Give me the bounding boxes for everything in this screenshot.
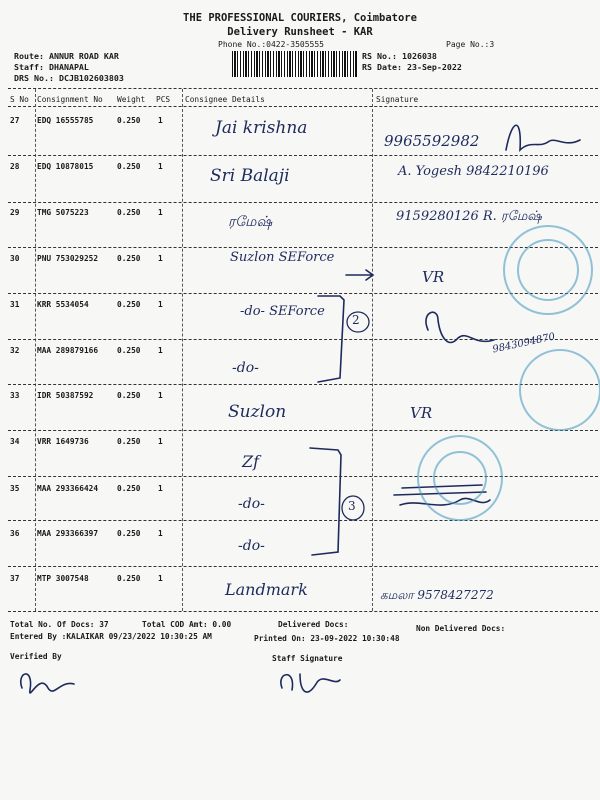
row-signature: VR bbox=[410, 404, 433, 422]
verified-by-label: Verified By bbox=[10, 652, 62, 661]
row-signature: 9965592982 bbox=[384, 132, 480, 150]
row-pcs: 1 bbox=[158, 574, 163, 583]
column-header-pcs: PCS bbox=[156, 95, 171, 104]
row-signature: கமலா 9578427272 bbox=[380, 588, 494, 602]
row-consignee: -do- bbox=[238, 496, 265, 512]
row-consignment: PNU 753029252 bbox=[37, 254, 99, 263]
row-pcs: 1 bbox=[158, 116, 163, 125]
row-pcs: 1 bbox=[158, 300, 163, 309]
row-pcs: 1 bbox=[158, 346, 163, 355]
runsheet-title: Delivery Runsheet - KAR bbox=[227, 26, 373, 38]
row-consignee: -do- bbox=[238, 538, 265, 554]
row-consignment: KRR 5534054 bbox=[37, 300, 89, 309]
row-weight: 0.250 bbox=[117, 116, 141, 125]
row-sno: 37 bbox=[10, 574, 20, 583]
row-weight: 0.250 bbox=[117, 529, 141, 538]
signature-scribble bbox=[426, 312, 494, 342]
row-signature: 9159280126 R. ரமேஷ் bbox=[396, 209, 542, 224]
row-weight: 0.250 bbox=[117, 574, 141, 583]
row-consignment: MAA 289879166 bbox=[37, 346, 99, 355]
row-consignee: Landmark bbox=[225, 580, 308, 599]
bracket-group1 bbox=[318, 296, 344, 382]
row-consignment: IDR 50387592 bbox=[37, 391, 94, 400]
company-stamp bbox=[518, 240, 578, 300]
column-header-weight: Weight bbox=[117, 95, 146, 104]
row-sno: 34 bbox=[10, 437, 20, 446]
row-consignment: MAA 293366397 bbox=[37, 529, 99, 538]
company-stamp bbox=[520, 350, 600, 430]
row-sno: 31 bbox=[10, 300, 20, 309]
signature-scribble bbox=[21, 674, 74, 693]
company-stamp bbox=[418, 436, 502, 520]
company-title: THE PROFESSIONAL COURIERS, Coimbatore bbox=[183, 12, 417, 24]
row-consignee: Suzlon SEForce bbox=[230, 250, 335, 265]
group-number: 3 bbox=[348, 499, 356, 513]
row-sno: 29 bbox=[10, 208, 20, 217]
row-weight: 0.250 bbox=[117, 391, 141, 400]
column-header-consignee: Consignee Details bbox=[185, 95, 265, 104]
column-header-sno: S No bbox=[10, 95, 29, 104]
signature-scribble bbox=[506, 125, 580, 150]
row-sno: 28 bbox=[10, 162, 20, 171]
row-consignee: Sri Balaji bbox=[210, 166, 290, 186]
row-consignment: MTP 3007548 bbox=[37, 574, 89, 583]
row-pcs: 1 bbox=[158, 437, 163, 446]
arrow-icon bbox=[346, 270, 373, 280]
phone-number: Phone No.:0422-3505555 bbox=[218, 40, 324, 49]
row-weight: 0.250 bbox=[117, 208, 141, 217]
route-info: Route: ANNUR ROAD KAR bbox=[14, 51, 119, 61]
entered-by: Entered By :KALAIKAR 09/23/2022 10:30:25 AM bbox=[10, 632, 212, 641]
row-consignee: -do- bbox=[232, 360, 259, 376]
signature-scribble bbox=[281, 674, 340, 692]
total-docs: Total No. Of Docs: 37 bbox=[10, 620, 109, 629]
row-signature: 9843094870 bbox=[491, 331, 557, 356]
column-header-signature: Signature bbox=[376, 95, 419, 104]
row-consignment: EDQ 16555785 bbox=[37, 116, 94, 125]
row-sno: 30 bbox=[10, 254, 20, 263]
row-pcs: 1 bbox=[158, 254, 163, 263]
row-consignee: Jai krishna bbox=[215, 118, 308, 138]
row-consignee: Suzlon bbox=[228, 402, 287, 422]
bracket-group2 bbox=[310, 448, 341, 555]
row-pcs: 1 bbox=[158, 208, 163, 217]
printed-on: Printed On: 23-09-2022 10:30:48 bbox=[254, 634, 400, 643]
rs-date: RS Date: 23-Sep-2022 bbox=[362, 62, 462, 72]
row-sno: 35 bbox=[10, 484, 20, 493]
row-pcs: 1 bbox=[158, 529, 163, 538]
delivered-docs: Delivered Docs: bbox=[278, 620, 349, 629]
row-consignee: -do- SEForce bbox=[240, 304, 325, 319]
row-consignee: ரமேஷ் bbox=[228, 214, 273, 230]
row-weight: 0.250 bbox=[117, 437, 141, 446]
non-delivered-docs: Non Delivered Docs: bbox=[416, 624, 506, 633]
row-signature: A. Yogesh 9842210196 bbox=[398, 164, 549, 179]
row-sno: 27 bbox=[10, 116, 20, 125]
row-sno: 36 bbox=[10, 529, 20, 538]
staff-info: Staff: DHANAPAL bbox=[14, 62, 89, 72]
row-consignment: EDQ 10878015 bbox=[37, 162, 94, 171]
row-pcs: 1 bbox=[158, 484, 163, 493]
row-signature: VR bbox=[422, 268, 445, 286]
company-stamp bbox=[434, 452, 486, 504]
row-weight: 0.250 bbox=[117, 162, 141, 171]
row-consignment: MAA 293366424 bbox=[37, 484, 99, 493]
row-weight: 0.250 bbox=[117, 254, 141, 263]
row-pcs: 1 bbox=[158, 391, 163, 400]
signature-scribble bbox=[394, 485, 490, 505]
rs-number: RS No.: 1026038 bbox=[362, 51, 437, 61]
row-pcs: 1 bbox=[158, 162, 163, 171]
row-weight: 0.250 bbox=[117, 300, 141, 309]
page-number: Page No.:3 bbox=[446, 40, 495, 49]
row-sno: 33 bbox=[10, 391, 20, 400]
row-weight: 0.250 bbox=[117, 484, 141, 493]
total-cod: Total COD Amt: 0.00 bbox=[142, 620, 232, 629]
group-number: 2 bbox=[352, 313, 360, 327]
column-header-consignment: Consignment No bbox=[37, 95, 103, 104]
row-sno: 32 bbox=[10, 346, 20, 355]
row-consignment: TMG 5075223 bbox=[37, 208, 89, 217]
row-consignment: VRR 1649736 bbox=[37, 437, 89, 446]
drs-number: DRS No.: DCJB102603803 bbox=[14, 73, 124, 83]
staff-signature-label: Staff Signature bbox=[272, 654, 343, 663]
row-consignee: Zf bbox=[242, 452, 260, 471]
row-weight: 0.250 bbox=[117, 346, 141, 355]
